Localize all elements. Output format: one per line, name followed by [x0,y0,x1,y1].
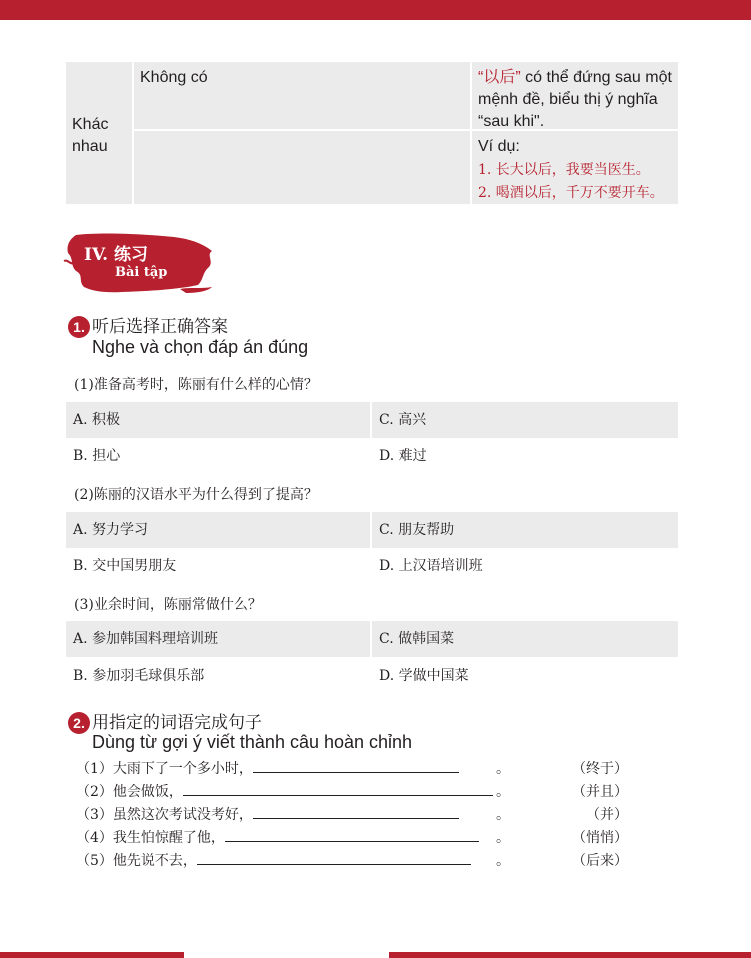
question-1-text: (1)准备高考时，陈丽有什么样的心情？ [74,377,318,393]
given-word: （后来） [572,853,628,869]
sentence-period: 。 [496,784,510,800]
answer-blank[interactable] [183,782,493,796]
answer-blank[interactable] [197,851,471,865]
row-label-cell [66,62,132,204]
example-2: 2. 喝酒以后，千万不要开车。 [478,185,664,201]
sentence-period: 。 [496,761,510,777]
sentence-text: （5）他先说不去， [76,850,471,872]
top-decor-bar [0,0,751,20]
option-b[interactable]: B. 参加羽毛球俱乐部 [73,668,205,684]
sentence-row-5 [76,850,636,872]
sentence-text: （3）虽然这次考试没考好， [76,804,459,826]
option-d[interactable]: D. 难过 [379,448,427,464]
sentence-text: （1）大雨下了一个多小时， [76,758,459,780]
left-cell-text: Không có [140,69,208,86]
answer-blank[interactable] [253,759,459,773]
option-c[interactable]: C. 做韩国菜 [372,621,678,657]
row-label: Khác nhau [72,116,109,155]
sentence-period: 。 [496,830,510,846]
sentence-row-3 [76,804,636,826]
given-word: （并） [586,807,628,823]
bottom-decor-bar-left [0,952,184,958]
example-cell [472,131,678,204]
question-3-options-row-2 [66,658,678,694]
sentence-period: 。 [496,853,510,869]
left-cell-empty [134,131,470,204]
right-note [478,67,678,133]
given-word: （悄悄） [572,830,628,846]
note-term: “以后” [478,69,521,86]
right-note-cell [472,62,678,129]
sentence-row-4 [76,827,636,849]
option-b[interactable]: B. 交中国男朋友 [73,558,177,574]
option-d[interactable]: D. 上汉语培训班 [379,558,483,574]
answer-blank[interactable] [253,805,459,819]
question-2-text: (2)陈丽的汉语水平为什么得到了提高？ [74,487,318,503]
exercise-2-title-cn: 用指定的词语完成句子 [92,713,262,733]
section-banner [62,231,218,297]
bottom-decor-bar-right [389,952,751,958]
given-word: （终于） [572,761,628,777]
question-2-options-row-1 [66,512,678,548]
section-title-vn: Bài tập [115,265,168,280]
exercise-1-title-vn: Nghe và chọn đáp án đúng [92,337,309,357]
left-cell [134,62,470,129]
answer-blank[interactable] [225,828,479,842]
exercise-1-number-badge: 1. [68,316,90,338]
sentence-period: 。 [496,807,510,823]
sentence-text: （4）我生怕惊醒了他， [76,827,479,849]
given-word: （并且） [572,784,628,800]
exercise-1-title-cn: 听后选择正确答案 [92,317,228,337]
sentence-row-2 [76,781,636,803]
question-2-options-row-2 [66,548,678,584]
question-3-options-row-1 [66,621,678,657]
note-rest: có thể đứng sau một mệnh đề, biểu thị ý nghĩa “sau khi". [478,69,672,130]
question-1-options-row-2 [66,438,678,474]
comparison-table [66,62,678,204]
exercise-2-number-badge: 2. [68,712,90,734]
option-c[interactable]: C. 朋友帮助 [372,512,678,548]
sentence-row-1 [76,758,636,780]
option-d[interactable]: D. 学做中国菜 [379,668,469,684]
example-1: 1. 长大以后，我要当医生。 [478,162,650,178]
exercise-2-title-vn: Dùng từ gợi ý viết thành câu hoàn chỉnh [92,732,413,752]
option-b[interactable]: B. 担心 [73,448,121,464]
question-3-text: (3)业余时间，陈丽常做什么？ [74,597,262,613]
section-title-cn: IV. 练习 [84,245,149,265]
sentence-text: （2）他会做饭， [76,781,493,803]
question-1-options-row-1 [66,402,678,438]
example-label: Ví dụ: [478,138,520,155]
option-a[interactable]: A. 积极 [66,402,370,438]
option-a[interactable]: A. 参加韩国料理培训班 [66,621,370,657]
option-c[interactable]: C. 高兴 [372,402,678,438]
option-a[interactable]: A. 努力学习 [66,512,370,548]
